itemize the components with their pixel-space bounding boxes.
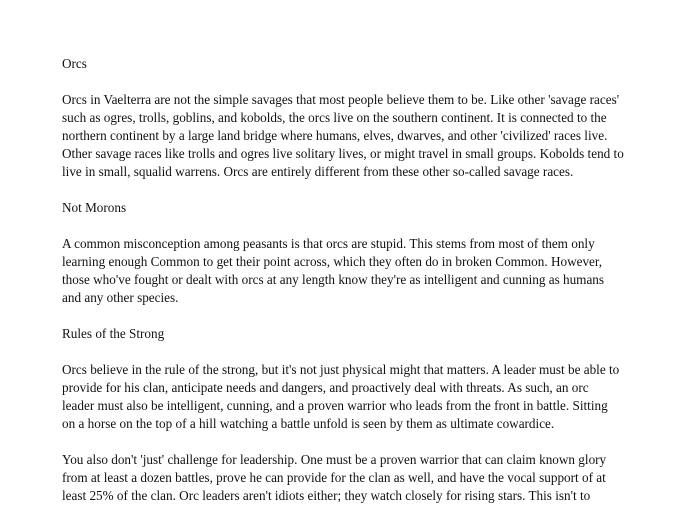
paragraph-orcs-intro: Orcs in Vaelterra are not the simple savages that most people believe them to be. Like other 'savage races' such as ogres, trolls, goblins, and kobolds, the orcs live on the southern continent. It is connected to the northern continent by a large land bridge where humans, elves, dwarves, and other 'civilized' races live. Other savage races like trolls and ogres live solitary lives, or might travel in small groups. Kobolds tend to live in small, squalid warrens. Orcs are entirely different from these other so-called savage races. — [62, 92, 624, 179]
section-heading-not-morons: Not Morons — [62, 200, 127, 215]
section-heading-orcs: Orcs — [62, 56, 87, 71]
spacer — [62, 181, 624, 199]
section-heading-rules-of-the-strong: Rules of the Strong — [62, 326, 165, 341]
spacer — [62, 217, 624, 235]
document-page — [62, 55, 624, 505]
paragraph-rules-2: You also don't 'just' challenge for leadership. One must be a proven warrior that can claim known glory from at least a dozen battles, prove he can provide for the clan as well, and have the vocal support of at least 25% of the clan. Orc leaders aren't idiots either; they watch closely for rising stars. This isn't to — [62, 452, 607, 503]
spacer — [62, 343, 624, 361]
spacer — [62, 73, 624, 91]
paragraph-not-morons: A common misconception among peasants is that orcs are stupid. This stems from most of them only learning enough Common to get their point across, which they often do in broken Common. However, those who've fought or dealt with orcs at any length know they're as intelligent and cunning as humans and any other species. — [62, 236, 605, 305]
spacer — [62, 307, 624, 325]
paragraph-rules-1: Orcs believe in the rule of the strong, but it's not just physical might that matters. A leader must be able to provide for his clan, anticipate needs and dangers, and proactively deal with threats. As such, an orc leader must also be intelligent, cunning, and a proven warrior who leads from the front in battle. Sitting on a horse on the top of a hill watching a battle unfold is seen by them as ultimate cowardice. — [62, 362, 620, 431]
spacer — [62, 433, 624, 451]
